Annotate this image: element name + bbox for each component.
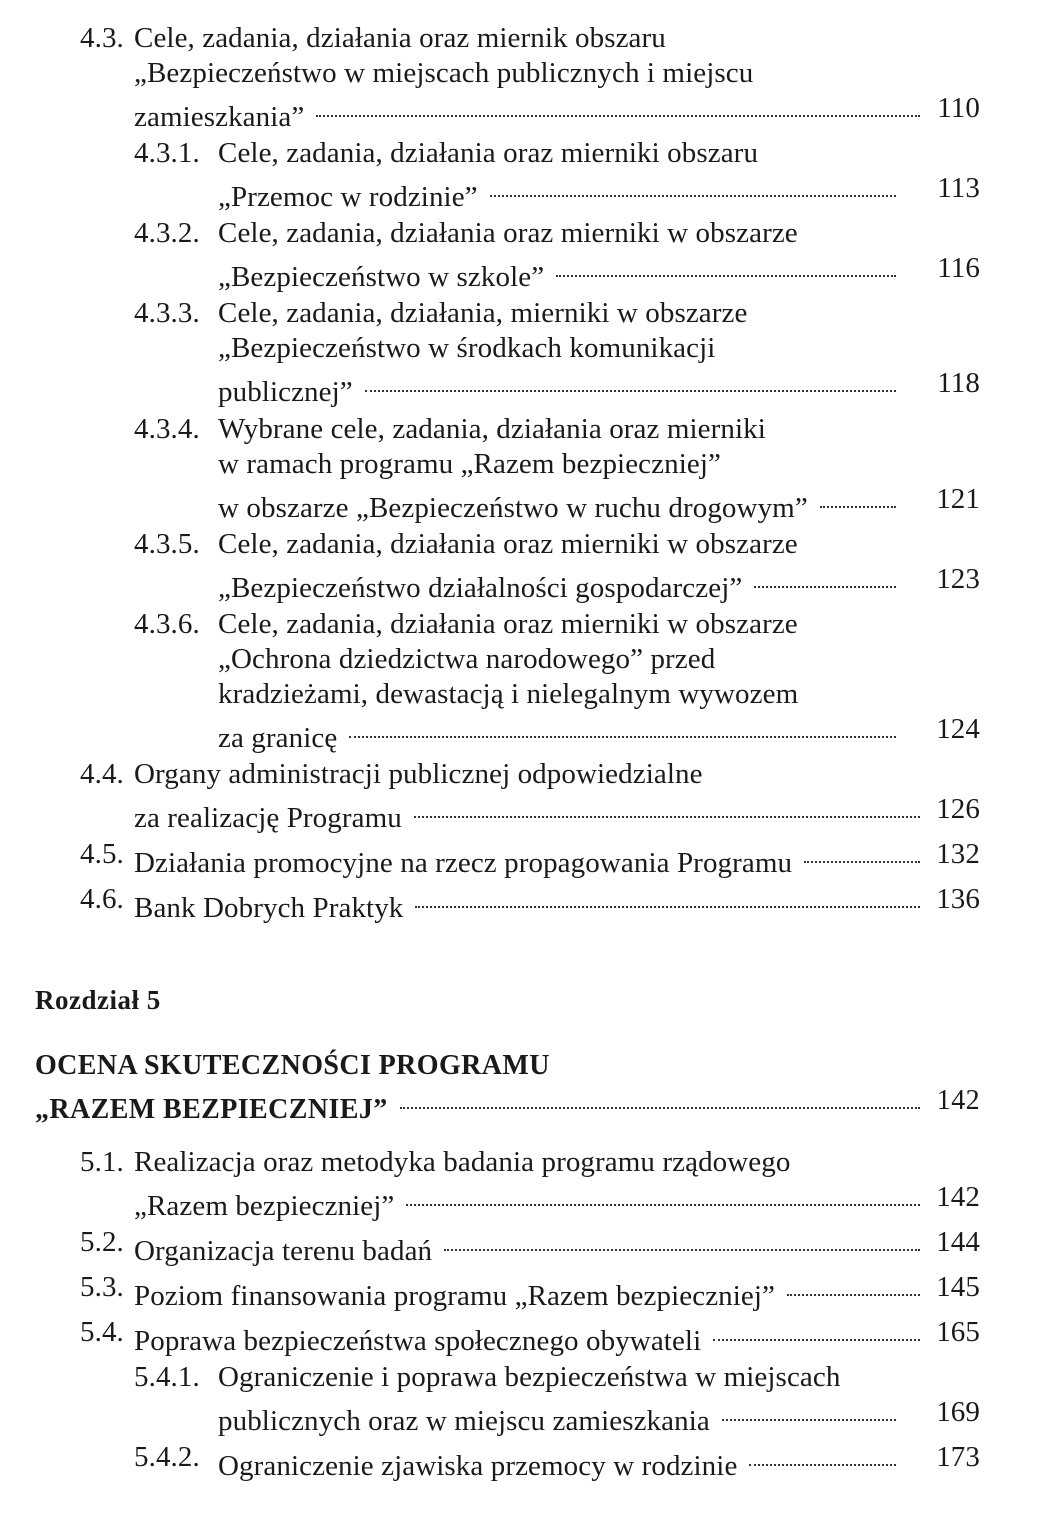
toc-entry-title-line: „Bezpieczeństwo w szkole” bbox=[218, 261, 545, 293]
toc-entry-title-line: publicznych oraz w miejscu zamieszkania bbox=[218, 1405, 710, 1437]
toc-entry-title-line: publicznej” bbox=[218, 376, 353, 408]
dot-leader bbox=[713, 1315, 920, 1350]
toc-entry-4-3-6[interactable] bbox=[134, 607, 980, 754]
toc-entry-number: 5.4.2. bbox=[134, 1441, 200, 1473]
toc-entry-number: 5.2. bbox=[80, 1226, 124, 1258]
dot-leader bbox=[365, 366, 896, 401]
dot-leader bbox=[490, 171, 896, 206]
toc-entry-title-line: Ograniczenie zjawiska przemocy w rodzinie bbox=[218, 1450, 738, 1482]
toc-entry-title-line: Cele, zadania, działania oraz mierniki w obszarze bbox=[218, 217, 798, 249]
toc-page-number: 116 bbox=[937, 252, 980, 284]
toc-entry-title-line: Cele, zadania, działania oraz mierniki obszaru bbox=[218, 137, 759, 169]
toc-entry-title-line: „Ochrona dziedzictwa narodowego” przed bbox=[218, 643, 716, 675]
toc-entry-title-line: Poziom finansowania programu „Razem bezpieczniej” bbox=[134, 1280, 776, 1312]
toc-entry-5-4-2[interactable] bbox=[134, 1440, 980, 1482]
toc-page-number: 142 bbox=[936, 1085, 980, 1116]
dot-leader bbox=[349, 712, 896, 747]
toc-entry-number: 4.3.4. bbox=[134, 413, 200, 445]
toc-entry-4-3-4[interactable] bbox=[134, 412, 980, 524]
toc-entry-title-line: „Przemoc w rodzinie” bbox=[218, 181, 478, 213]
dot-leader bbox=[754, 562, 896, 597]
dot-leader bbox=[820, 482, 896, 517]
toc-page-number: 132 bbox=[936, 838, 980, 870]
toc-entry-4-5[interactable] bbox=[80, 837, 980, 879]
toc-entry-number: 4.3.6. bbox=[134, 608, 200, 640]
dot-leader bbox=[406, 1180, 920, 1215]
toc-page-number: 165 bbox=[936, 1316, 980, 1348]
toc-entry-4-3[interactable] bbox=[80, 21, 980, 133]
toc-entry-title-line: Cele, zadania, działania oraz miernik obszaru bbox=[134, 22, 666, 54]
toc-entry-title-line: Cele, zadania, działania oraz mierniki w obszarze bbox=[218, 608, 798, 640]
toc-entry-chapter-5[interactable] bbox=[35, 1048, 980, 1125]
toc-entry-title-line: kradzieżami, dewastacją i nielegalnym wywozem bbox=[218, 678, 799, 710]
dot-leader bbox=[722, 1395, 896, 1430]
toc-page-number: 144 bbox=[936, 1226, 980, 1258]
toc-page-number: 124 bbox=[936, 713, 980, 745]
toc-entry-4-3-1[interactable] bbox=[134, 136, 980, 213]
toc-entry-5-3[interactable] bbox=[80, 1270, 980, 1312]
toc-entry-4-6[interactable] bbox=[80, 882, 980, 924]
toc-page-number: 142 bbox=[936, 1181, 980, 1213]
toc-entry-number: 4.5. bbox=[80, 838, 124, 870]
toc-entry-title-line: Organizacja terenu badań bbox=[134, 1235, 433, 1267]
dot-leader bbox=[556, 251, 896, 286]
toc-entry-number: 5.4.1. bbox=[134, 1361, 200, 1393]
toc-page-number: 145 bbox=[936, 1271, 980, 1303]
toc-page-number: 123 bbox=[936, 563, 980, 595]
toc-entry-number: 4.3.3. bbox=[134, 297, 200, 329]
toc-entry-title-line: Bank Dobrych Praktyk bbox=[134, 892, 404, 924]
toc-entry-number: 4.3.2. bbox=[134, 217, 200, 249]
toc-entry-number: 4.3.1. bbox=[134, 137, 200, 169]
toc-entry-number: 4.3. bbox=[80, 22, 124, 54]
toc-entry-5-2[interactable] bbox=[80, 1225, 980, 1267]
toc-entry-title-line: Organy administracji publicznej odpowiedzialne bbox=[134, 758, 703, 790]
toc-entry-title-line: Poprawa bezpieczeństwa społecznego obywateli bbox=[134, 1325, 702, 1357]
toc-entry-title-line: Realizacja oraz metodyka badania programu rządowego bbox=[134, 1146, 791, 1178]
toc-entry-5-1[interactable] bbox=[80, 1145, 980, 1222]
toc-entry-4-3-3[interactable] bbox=[134, 296, 980, 408]
toc-page-number: 121 bbox=[936, 483, 980, 515]
chapter-title-line: OCENA SKUTECZNOŚCI PROGRAMU bbox=[35, 1050, 550, 1081]
toc-entry-title-line: Cele, zadania, działania, mierniki w obszarze bbox=[218, 297, 748, 329]
toc-entry-title-line: za realizację Programu bbox=[134, 802, 402, 834]
toc-entry-title-line: w obszarze „Bezpieczeństwo w ruchu drogowym” bbox=[218, 492, 808, 524]
toc-entry-number: 4.6. bbox=[80, 883, 124, 915]
toc-entry-number: 5.1. bbox=[80, 1146, 124, 1178]
dot-leader bbox=[316, 91, 920, 126]
toc-entry-title-line: zamieszkania” bbox=[134, 101, 305, 133]
toc-entry-4-4[interactable] bbox=[80, 757, 980, 834]
toc-entry-5-4[interactable] bbox=[80, 1315, 980, 1357]
toc-page-number: 136 bbox=[936, 883, 980, 915]
toc-entry-number: 4.3.5. bbox=[134, 528, 200, 560]
toc-page-number: 113 bbox=[937, 172, 980, 204]
toc-entry-title-line: Cele, zadania, działania oraz mierniki w obszarze bbox=[218, 528, 798, 560]
toc-page-number: 110 bbox=[937, 92, 980, 124]
toc-entry-number: 4.4. bbox=[80, 758, 124, 790]
toc-entry-title-line: „Bezpieczeństwo działalności gospodarczej” bbox=[218, 572, 743, 604]
dot-leader bbox=[787, 1270, 920, 1305]
dot-leader bbox=[444, 1225, 920, 1260]
toc-page-number: 118 bbox=[937, 367, 980, 399]
toc-entry-4-3-5[interactable] bbox=[134, 527, 980, 604]
toc-entry-title-line: „Bezpieczeństwo w miejscach publicznych i miejscu bbox=[134, 57, 754, 89]
toc-page-number: 126 bbox=[936, 793, 980, 825]
dot-leader bbox=[804, 837, 920, 872]
chapter-title-line: „RAZEM BEZPIECZNIEJ” bbox=[35, 1094, 388, 1125]
toc-entry-title-line: „Razem bezpieczniej” bbox=[134, 1190, 395, 1222]
toc-entry-title-line: „Bezpieczeństwo w środkach komunikacji bbox=[218, 332, 716, 364]
toc-page-number: 169 bbox=[936, 1396, 980, 1428]
toc-entry-5-4-1[interactable] bbox=[134, 1360, 980, 1437]
dot-leader bbox=[415, 882, 920, 917]
toc-entry-title-line: za granicę bbox=[218, 722, 338, 754]
dot-leader bbox=[414, 792, 920, 827]
dot-leader bbox=[749, 1440, 896, 1475]
chapter-label: Rozdział 5 bbox=[35, 985, 161, 1015]
toc-entry-number: 5.4. bbox=[80, 1316, 124, 1348]
toc-entry-4-3-2[interactable] bbox=[134, 216, 980, 293]
toc-entry-title-line: Ograniczenie i poprawa bezpieczeństwa w miejscach bbox=[218, 1361, 841, 1393]
toc-entry-number: 5.3. bbox=[80, 1271, 124, 1303]
toc-entry-title-line: w ramach programu „Razem bezpieczniej” bbox=[218, 448, 721, 480]
toc-page-number: 173 bbox=[936, 1441, 980, 1473]
toc-entry-title-line: Działania promocyjne na rzecz propagowania Programu bbox=[134, 847, 793, 879]
toc-entry-title-line: Wybrane cele, zadania, działania oraz mierniki bbox=[218, 413, 766, 445]
dot-leader bbox=[400, 1083, 920, 1118]
